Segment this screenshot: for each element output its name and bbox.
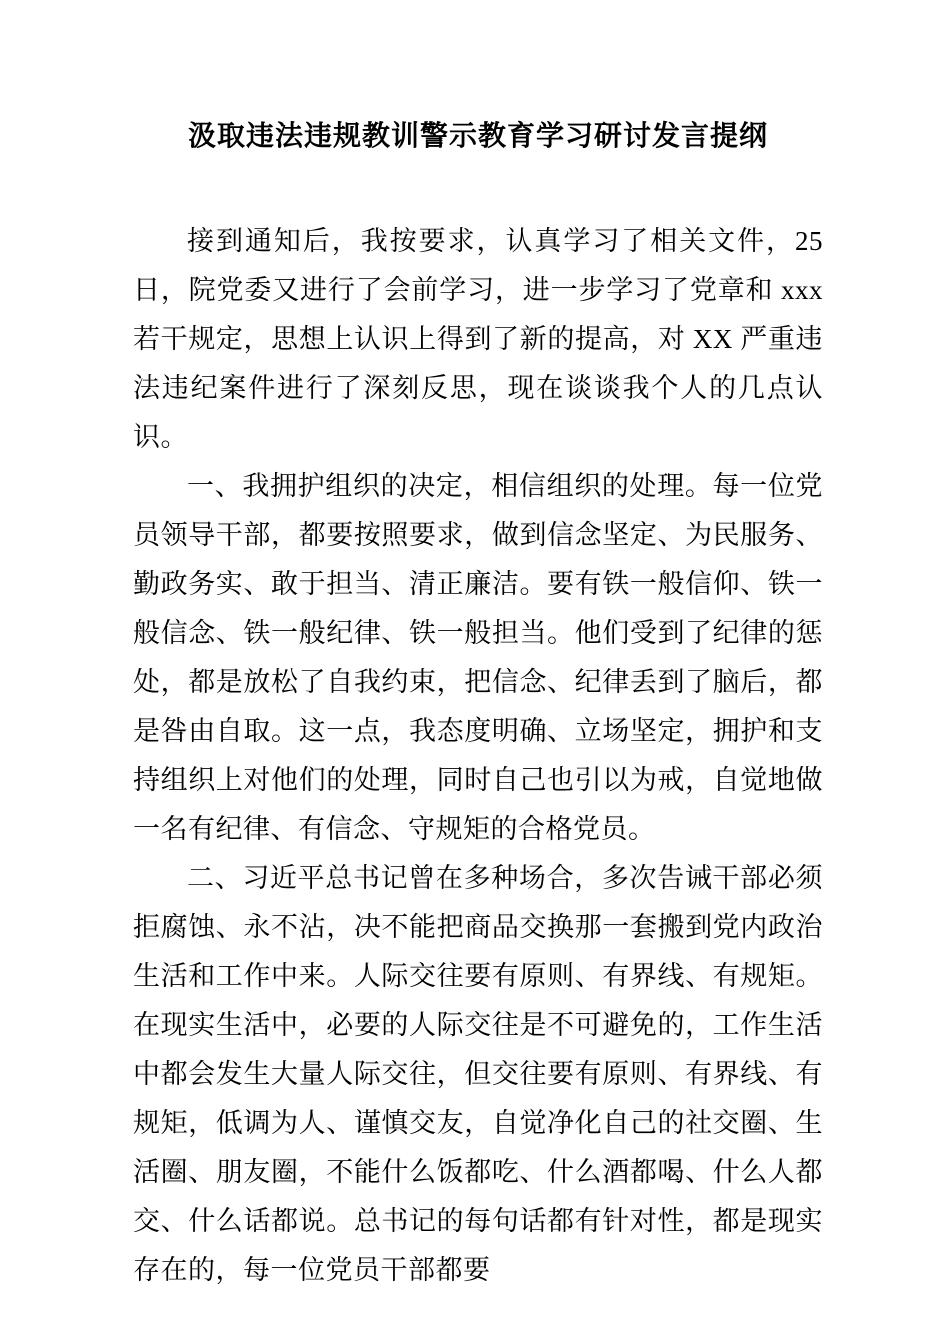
paragraph-intro: 接到通知后，我按要求，认真学习了相关文件，25 日，院党委又进行了会前学习，进一步学习了党章和 xxx 若干规定，思想上认识上得到了新的提高，对 XX 严重违法违纪案件进行了深刻反思，现在谈谈我个人的几点认识。 bbox=[133, 226, 823, 452]
paragraph-point-two: 二、习近平总书记曾在多种场合，多次告诫干部必须拒腐蚀、永不沾，决不能把商品交换那一套搬到党内政治生活和工作中来。人际交往要有原则、有界线、有规矩。在现实生活中，必要的人际交往是不可避免的，工作生活中都会发生大量人际交往，但交往要有原则、有界线、有规矩，低调为人、谨慎交友，自觉净化自己的社交圈、生活圈、朋友圈，不能什么饭都吃、什么酒都喝、什么人都交、什么话都说。总书记的每句话都有针对性，都是现实存在的，每一位党员干部都要 bbox=[133, 863, 823, 1285]
document-title: 汲取违法违规教训警示教育学习研讨发言提纲 bbox=[187, 121, 768, 152]
document-body bbox=[133, 217, 823, 1295]
paragraph-point-one: 一、我拥护组织的决定，相信组织的处理。每一位党员领导干部，都要按照要求，做到信念坚定、为民服务、勤政务实、敢于担当、清正廉洁。要有铁一般信仰、铁一般信念、铁一般纪律、铁一般担当。他们受到了纪律的惩处，都是放松了自我约束，把信念、纪律丢到了脑后，都是咎由自取。这一点，我态度明确、立场坚定，拥护和支持组织上对他们的处理，同时自己也引以为戒，自觉地做一名有纪律、有信念、守规矩的合格党员。 bbox=[133, 471, 823, 844]
